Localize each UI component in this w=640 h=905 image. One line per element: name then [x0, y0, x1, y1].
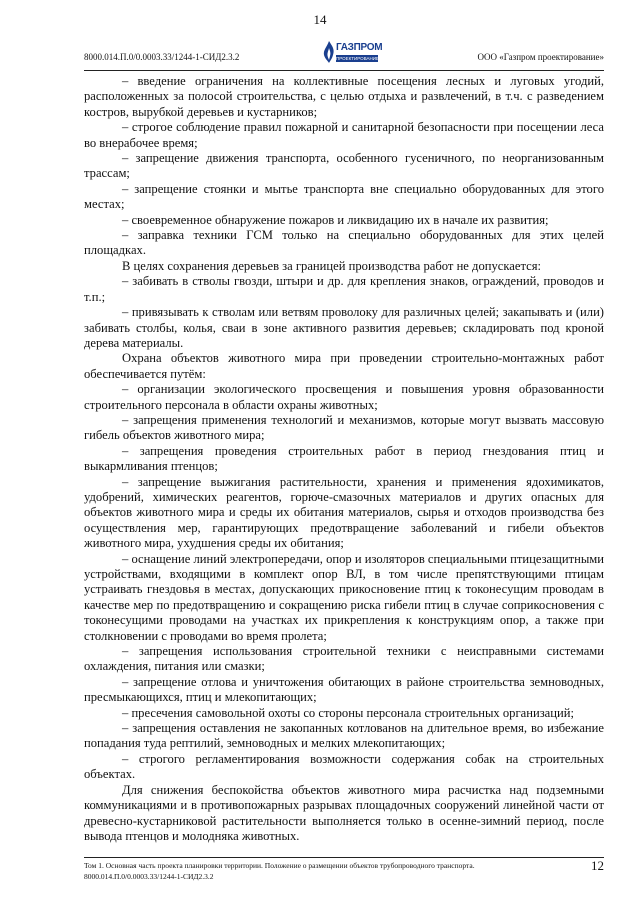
body-paragraph: – запрещение выжигания растительности, хранения и применения ядохимикатов, удобрений, химических реагентов, горюче-смазочных материалов и других опасных для объектов животного мира и среды их обитания материалов, сырья и отходов производства без осуществления мер, гарантирующих предотвращение заболеваний и гибели объектов животного мира, ухудшения среды их обитания; [84, 474, 604, 551]
page-number-top: 14 [313, 12, 327, 27]
body-paragraph: – строгое соблюдение правил пожарной и санитарной безопасности при посещении леса во внерабочее время; [84, 120, 604, 150]
body-paragraph: – запрещения проведения строительных работ в период гнездования птиц и выкармливания птенцов; [84, 443, 604, 474]
body-paragraph: – своевременное обнаружение пожаров и ликвидацию их в начале их развития; [122, 212, 549, 227]
footer-line-1: Том 1. Основная часть проекта планировки территории. Положение о размещении объектов трубопроводного транспорта. [84, 861, 475, 870]
body-paragraph: – привязывать к стволам или ветвям проволоку для различных целей; закапывать и (или) забивать столбы, колья, сваи в зоне активного развития деревьев; складировать под кроной дерева материалы. [84, 305, 604, 350]
body-paragraph: – забивать в стволы гвозди, штыри и др. для крепления знаков, ограждений, проводов и т.п.; [84, 274, 604, 304]
header-doc-code: 8000.014.П.0/0.0003.33/1244-1-СИД2.3.2 [84, 52, 240, 62]
body-paragraph: – строгого регламентирования возможности содержания собак на строительных объектах. [84, 751, 604, 782]
body-paragraph: – пресечения самовольной охоты со стороны персонала строительных организаций; [122, 705, 574, 720]
header-divider [84, 70, 604, 71]
flame-icon [322, 40, 336, 64]
body-paragraph: – запрещения использования строительной техники с неисправными системами охлаждения, питания или смазки; [84, 644, 604, 674]
body-paragraph: – оснащение линий электропередачи, опор и изоляторов специальными птицезащитными устройствами, входящими в комплект опор ВЛ, в том числе препятствующими птицам устраивать гнездовья в местах, допускающих прикосновение птиц к токонесущим проводам в качестве мер по предотвращению и сокращению риска гибели птиц в случае соприкосновения с токонесущими проводами на участках их прикрепления к конструкциям опор, а также при столкновении с проводами во время пролета; [84, 551, 604, 643]
header-company: ООО «Газпром проектирование» [477, 52, 604, 62]
page-number-bottom: 12 [591, 858, 604, 873]
logo-text: ГАЗПРОМ [336, 42, 383, 53]
logo-subtext: ПРОЕКТИРОВАНИЕ [336, 56, 379, 61]
body-paragraph: – запрещения оставления не закопанных котлованов на длительное время, во избежание попадания туда рептилий, земноводных и мелких млекопитающих; [84, 721, 604, 751]
gazprom-logo [322, 38, 382, 66]
body-paragraph: – запрещение движения транспорта, особенного гусеничного, по неорганизованным трассам; [84, 151, 604, 181]
body-paragraph: Охрана объектов животного мира при проведении строительно-монтажных работ обеспечивается путём: [84, 351, 604, 381]
body-paragraph: В целях сохранения деревьев за границей производства работ не допускается: [122, 258, 542, 273]
body-paragraph: – запрещения применения технологий и механизмов, которые могут вызвать массовую гибель объектов животного мира; [84, 412, 604, 443]
footer-line-2: 8000.014.П.0/0.0003.33/1244-1-СИД2.3.2 [84, 872, 214, 881]
body-paragraph: Для снижения беспокойства объектов животного мира расчистка над подземными коммуникациями и в противопожарных разрывах площадочных сооружений линейной части от древесно-кустарниковой растительности выполняется только в осенне-зимний период, после вывода птенцов и молодняка животных. [84, 782, 604, 843]
footer-divider [84, 857, 604, 858]
page-footer [84, 860, 554, 882]
body-paragraph: – введение ограничения на коллективные посещения лесных и луговых угодий, расположенных за полосой строительства, с целью отдыха и развлечений, в т.ч. с разведением костров, вырубкой деревьев и кустарников; [84, 74, 604, 119]
page-header [84, 38, 604, 68]
body-paragraph: – организации экологического просвещения и повышения уровня образованности строительного персонала в области охраны животных; [84, 382, 604, 412]
body-paragraph: – запрещение отлова и уничтожения обитающих в районе строительства земноводных, пресмыкающихся, птиц и млекопитающих; [84, 674, 604, 705]
document-body [84, 74, 604, 844]
body-paragraph: – запрещение стоянки и мытье транспорта вне специально оборудованных для этого местах; [84, 181, 604, 212]
body-paragraph: – заправка техники ГСМ только на специально оборудованных для этих целей площадках. [84, 228, 604, 258]
